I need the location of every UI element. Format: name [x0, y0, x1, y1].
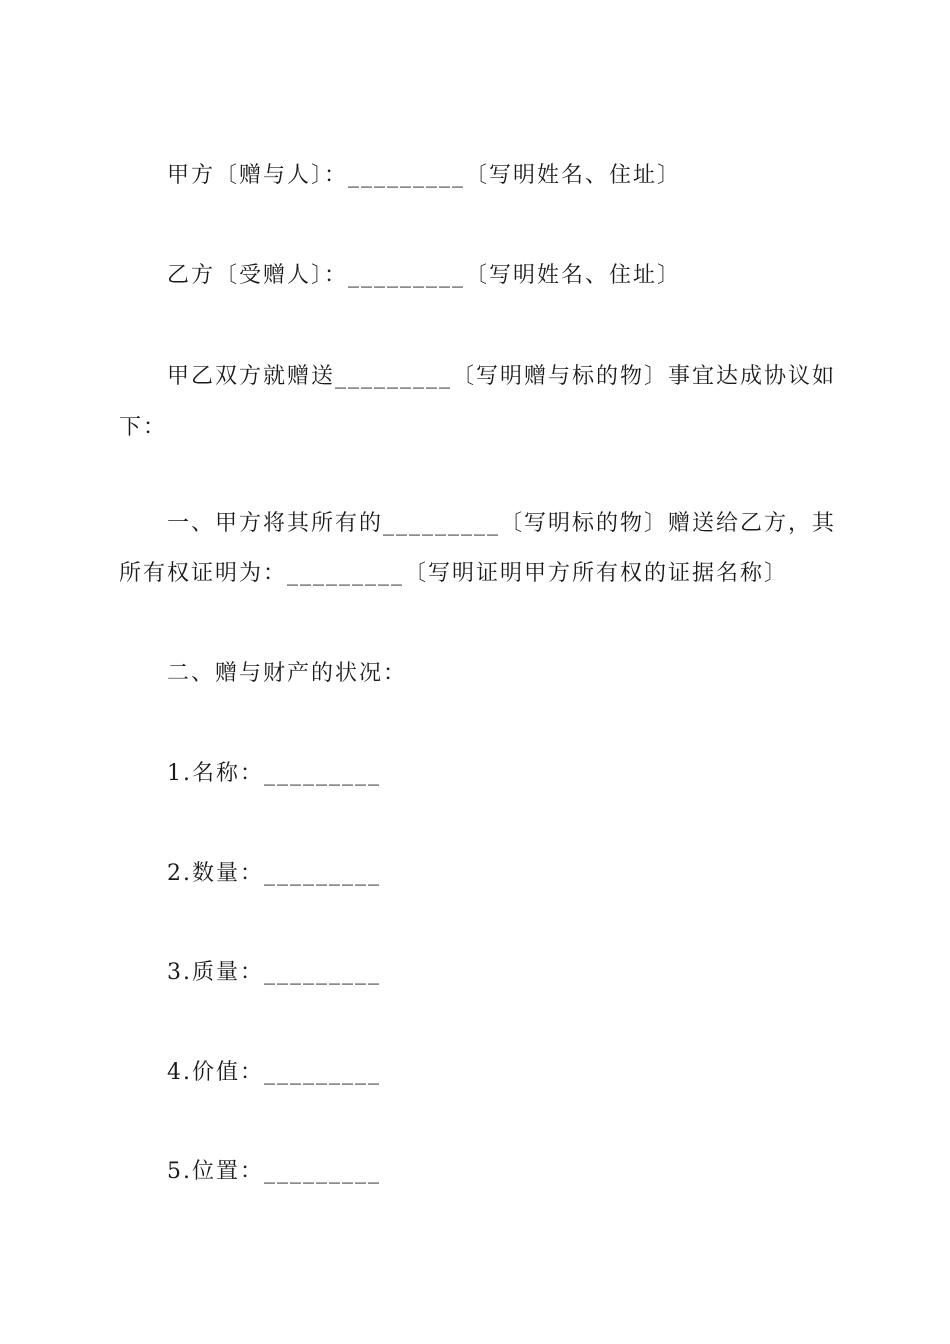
intro-line-2: 下： [119, 415, 168, 440]
item-quality: 3.质量：_________ [167, 960, 381, 985]
item-name: 1.名称：_________ [167, 761, 381, 786]
item-value: 4.价值：_________ [167, 1060, 381, 1085]
clause-2-heading: 二、赠与财产的状况： [167, 661, 408, 686]
item-location: 5.位置：_________ [167, 1159, 381, 1184]
party-b-line: 乙方〔受赠人〕：_________〔写明姓名、住址〕 [167, 263, 682, 288]
intro-line-1: 甲乙双方就赠送_________〔写明赠与标的物〕事宜达成协议如 [167, 364, 837, 389]
clause-1-line-1: 一、甲方将其所有的_________〔写明标的物〕赠送给乙方，其 [167, 511, 837, 536]
clause-1-line-2: 所有权证明为：_________〔写明证明甲方所有权的证据名称〕 [119, 561, 789, 586]
party-a-line: 甲方〔赠与人〕：_________〔写明姓名、住址〕 [167, 163, 682, 188]
item-quantity: 2.数量：_________ [167, 861, 381, 886]
